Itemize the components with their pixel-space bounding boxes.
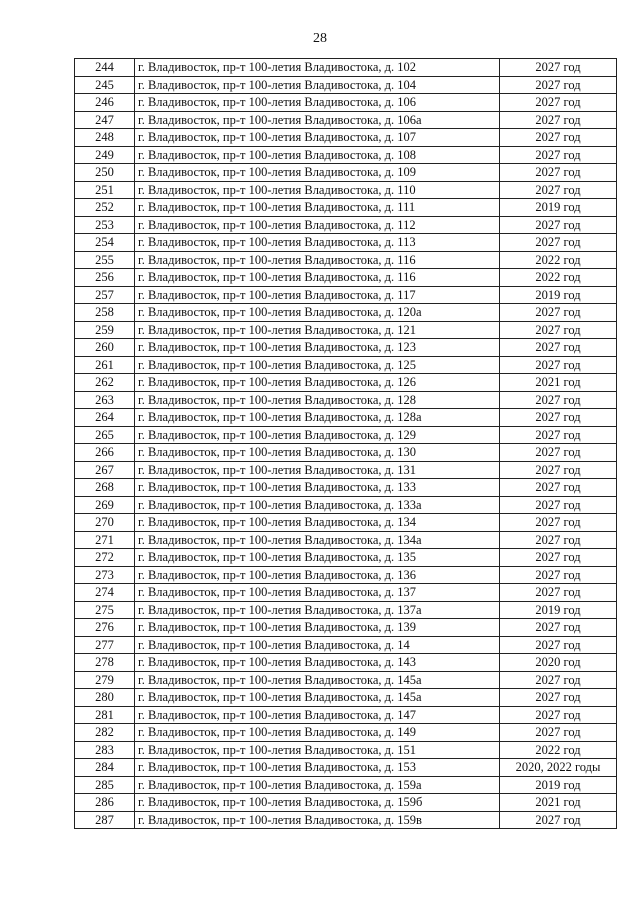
address-cell: г. Владивосток, пр-т 100-летия Владивостока, д. 14 xyxy=(135,636,500,654)
address-cell: г. Владивосток, пр-т 100-летия Владивостока, д. 159а xyxy=(135,776,500,794)
year-cell: 2021 год xyxy=(500,374,617,392)
row-number-cell: 276 xyxy=(75,619,135,637)
table-row xyxy=(75,671,617,689)
registry-table-body xyxy=(75,59,617,829)
year-cell: 2027 год xyxy=(500,811,617,829)
address-cell: г. Владивосток, пр-т 100-летия Владивостока, д. 117 xyxy=(135,286,500,304)
row-number-cell: 247 xyxy=(75,111,135,129)
row-number-cell: 287 xyxy=(75,811,135,829)
row-number-cell: 275 xyxy=(75,601,135,619)
row-number-cell: 286 xyxy=(75,794,135,812)
address-cell: г. Владивосток, пр-т 100-летия Владивостока, д. 120а xyxy=(135,304,500,322)
table-row xyxy=(75,76,617,94)
address-cell: г. Владивосток, пр-т 100-летия Владивостока, д. 111 xyxy=(135,199,500,217)
year-cell: 2027 год xyxy=(500,671,617,689)
row-number-cell: 283 xyxy=(75,741,135,759)
table-row xyxy=(75,409,617,427)
table-row xyxy=(75,321,617,339)
row-number-cell: 252 xyxy=(75,199,135,217)
year-cell: 2027 год xyxy=(500,356,617,374)
table-row xyxy=(75,479,617,497)
address-cell: г. Владивосток, пр-т 100-летия Владивостока, д. 147 xyxy=(135,706,500,724)
row-number-cell: 251 xyxy=(75,181,135,199)
row-number-cell: 257 xyxy=(75,286,135,304)
address-cell: г. Владивосток, пр-т 100-летия Владивостока, д. 139 xyxy=(135,619,500,637)
row-number-cell: 263 xyxy=(75,391,135,409)
row-number-cell: 281 xyxy=(75,706,135,724)
table-row xyxy=(75,199,617,217)
table-row xyxy=(75,724,617,742)
address-cell: г. Владивосток, пр-т 100-летия Владивостока, д. 113 xyxy=(135,234,500,252)
year-cell: 2027 год xyxy=(500,409,617,427)
row-number-cell: 248 xyxy=(75,129,135,147)
row-number-cell: 245 xyxy=(75,76,135,94)
address-cell: г. Владивосток, пр-т 100-летия Владивостока, д. 145а xyxy=(135,671,500,689)
year-cell: 2019 год xyxy=(500,286,617,304)
year-cell: 2027 год xyxy=(500,706,617,724)
address-cell: г. Владивосток, пр-т 100-летия Владивостока, д. 130 xyxy=(135,444,500,462)
row-number-cell: 268 xyxy=(75,479,135,497)
year-cell: 2020, 2022 годы xyxy=(500,759,617,777)
table-row xyxy=(75,461,617,479)
year-cell: 2027 год xyxy=(500,426,617,444)
page-number: 28 xyxy=(313,31,327,46)
row-number-cell: 269 xyxy=(75,496,135,514)
year-cell: 2027 год xyxy=(500,584,617,602)
table-row xyxy=(75,234,617,252)
year-cell: 2022 год xyxy=(500,251,617,269)
year-cell: 2027 год xyxy=(500,181,617,199)
table-row xyxy=(75,636,617,654)
row-number-cell: 285 xyxy=(75,776,135,794)
address-cell: г. Владивосток, пр-т 100-летия Владивостока, д. 106 xyxy=(135,94,500,112)
row-number-cell: 267 xyxy=(75,461,135,479)
table-row xyxy=(75,566,617,584)
table-row xyxy=(75,776,617,794)
row-number-cell: 253 xyxy=(75,216,135,234)
row-number-cell: 264 xyxy=(75,409,135,427)
address-cell: г. Владивосток, пр-т 100-летия Владивостока, д. 149 xyxy=(135,724,500,742)
table-row xyxy=(75,531,617,549)
year-cell: 2027 год xyxy=(500,444,617,462)
row-number-cell: 265 xyxy=(75,426,135,444)
table-row xyxy=(75,444,617,462)
address-cell: г. Владивосток, пр-т 100-летия Владивостока, д. 134 xyxy=(135,514,500,532)
table-row xyxy=(75,794,617,812)
year-cell: 2027 год xyxy=(500,164,617,182)
year-cell: 2027 год xyxy=(500,689,617,707)
year-cell: 2022 год xyxy=(500,741,617,759)
row-number-cell: 261 xyxy=(75,356,135,374)
row-number-cell: 280 xyxy=(75,689,135,707)
table-row xyxy=(75,269,617,287)
row-number-cell: 279 xyxy=(75,671,135,689)
year-cell: 2027 год xyxy=(500,549,617,567)
row-number-cell: 278 xyxy=(75,654,135,672)
table-row xyxy=(75,339,617,357)
row-number-cell: 249 xyxy=(75,146,135,164)
address-cell: г. Владивосток, пр-т 100-летия Владивостока, д. 107 xyxy=(135,129,500,147)
table-row xyxy=(75,94,617,112)
table-row xyxy=(75,146,617,164)
year-cell: 2027 год xyxy=(500,461,617,479)
row-number-cell: 271 xyxy=(75,531,135,549)
year-cell: 2027 год xyxy=(500,391,617,409)
address-cell: г. Владивосток, пр-т 100-летия Владивостока, д. 128 xyxy=(135,391,500,409)
address-cell: г. Владивосток, пр-т 100-летия Владивостока, д. 116 xyxy=(135,251,500,269)
year-cell: 2027 год xyxy=(500,339,617,357)
year-cell: 2027 год xyxy=(500,321,617,339)
address-cell: г. Владивосток, пр-т 100-летия Владивостока, д. 151 xyxy=(135,741,500,759)
address-cell: г. Владивосток, пр-т 100-летия Владивостока, д. 137 xyxy=(135,584,500,602)
table-row xyxy=(75,811,617,829)
row-number-cell: 255 xyxy=(75,251,135,269)
year-cell: 2022 год xyxy=(500,269,617,287)
year-cell: 2027 год xyxy=(500,111,617,129)
year-cell: 2027 год xyxy=(500,216,617,234)
year-cell: 2027 год xyxy=(500,129,617,147)
address-cell: г. Владивосток, пр-т 100-летия Владивостока, д. 108 xyxy=(135,146,500,164)
address-cell: г. Владивосток, пр-т 100-летия Владивостока, д. 159в xyxy=(135,811,500,829)
year-cell: 2027 год xyxy=(500,724,617,742)
year-cell: 2020 год xyxy=(500,654,617,672)
table-row xyxy=(75,251,617,269)
table-row xyxy=(75,111,617,129)
row-number-cell: 270 xyxy=(75,514,135,532)
year-cell: 2027 год xyxy=(500,59,617,77)
row-number-cell: 260 xyxy=(75,339,135,357)
address-cell: г. Владивосток, пр-т 100-летия Владивостока, д. 145а xyxy=(135,689,500,707)
address-cell: г. Владивосток, пр-т 100-летия Владивостока, д. 143 xyxy=(135,654,500,672)
year-cell: 2027 год xyxy=(500,619,617,637)
year-cell: 2027 год xyxy=(500,94,617,112)
row-number-cell: 258 xyxy=(75,304,135,322)
address-cell: г. Владивосток, пр-т 100-летия Владивостока, д. 133 xyxy=(135,479,500,497)
address-cell: г. Владивосток, пр-т 100-летия Владивостока, д. 110 xyxy=(135,181,500,199)
address-cell: г. Владивосток, пр-т 100-летия Владивостока, д. 126 xyxy=(135,374,500,392)
table-row xyxy=(75,549,617,567)
year-cell: 2019 год xyxy=(500,776,617,794)
address-cell: г. Владивосток, пр-т 100-летия Владивостока, д. 106а xyxy=(135,111,500,129)
table-row xyxy=(75,391,617,409)
row-number-cell: 262 xyxy=(75,374,135,392)
table-row xyxy=(75,689,617,707)
registry-table xyxy=(74,58,617,829)
year-cell: 2021 год xyxy=(500,794,617,812)
row-number-cell: 274 xyxy=(75,584,135,602)
address-cell: г. Владивосток, пр-т 100-летия Владивостока, д. 121 xyxy=(135,321,500,339)
table-row xyxy=(75,129,617,147)
address-cell: г. Владивосток, пр-т 100-летия Владивостока, д. 125 xyxy=(135,356,500,374)
row-number-cell: 250 xyxy=(75,164,135,182)
address-cell: г. Владивосток, пр-т 100-летия Владивостока, д. 123 xyxy=(135,339,500,357)
table-row xyxy=(75,741,617,759)
year-cell: 2027 год xyxy=(500,514,617,532)
table-row xyxy=(75,514,617,532)
year-cell: 2027 год xyxy=(500,531,617,549)
row-number-cell: 254 xyxy=(75,234,135,252)
address-cell: г. Владивосток, пр-т 100-летия Владивостока, д. 129 xyxy=(135,426,500,444)
table-row xyxy=(75,601,617,619)
address-cell: г. Владивосток, пр-т 100-летия Владивостока, д. 131 xyxy=(135,461,500,479)
row-number-cell: 246 xyxy=(75,94,135,112)
address-cell: г. Владивосток, пр-т 100-летия Владивостока, д. 116 xyxy=(135,269,500,287)
address-cell: г. Владивосток, пр-т 100-летия Владивостока, д. 159б xyxy=(135,794,500,812)
row-number-cell: 284 xyxy=(75,759,135,777)
table-row xyxy=(75,356,617,374)
address-cell: г. Владивосток, пр-т 100-летия Владивостока, д. 153 xyxy=(135,759,500,777)
year-cell: 2027 год xyxy=(500,636,617,654)
table-row xyxy=(75,164,617,182)
year-cell: 2027 год xyxy=(500,76,617,94)
year-cell: 2019 год xyxy=(500,199,617,217)
row-number-cell: 277 xyxy=(75,636,135,654)
table-row xyxy=(75,759,617,777)
table-row xyxy=(75,584,617,602)
row-number-cell: 273 xyxy=(75,566,135,584)
address-cell: г. Владивосток, пр-т 100-летия Владивостока, д. 128а xyxy=(135,409,500,427)
year-cell: 2027 год xyxy=(500,146,617,164)
row-number-cell: 244 xyxy=(75,59,135,77)
row-number-cell: 256 xyxy=(75,269,135,287)
address-cell: г. Владивосток, пр-т 100-летия Владивостока, д. 112 xyxy=(135,216,500,234)
table-row xyxy=(75,59,617,77)
year-cell: 2027 год xyxy=(500,304,617,322)
table-row xyxy=(75,619,617,637)
table-row xyxy=(75,286,617,304)
address-cell: г. Владивосток, пр-т 100-летия Владивостока, д. 134а xyxy=(135,531,500,549)
year-cell: 2027 год xyxy=(500,479,617,497)
table-row xyxy=(75,304,617,322)
year-cell: 2027 год xyxy=(500,496,617,514)
year-cell: 2019 год xyxy=(500,601,617,619)
row-number-cell: 266 xyxy=(75,444,135,462)
address-cell: г. Владивосток, пр-т 100-летия Владивостока, д. 136 xyxy=(135,566,500,584)
address-cell: г. Владивосток, пр-т 100-летия Владивостока, д. 137а xyxy=(135,601,500,619)
table-row xyxy=(75,706,617,724)
address-cell: г. Владивосток, пр-т 100-летия Владивостока, д. 104 xyxy=(135,76,500,94)
address-cell: г. Владивосток, пр-т 100-летия Владивостока, д. 133а xyxy=(135,496,500,514)
year-cell: 2027 год xyxy=(500,234,617,252)
row-number-cell: 282 xyxy=(75,724,135,742)
table-row xyxy=(75,654,617,672)
address-cell: г. Владивосток, пр-т 100-летия Владивостока, д. 135 xyxy=(135,549,500,567)
address-cell: г. Владивосток, пр-т 100-летия Владивостока, д. 102 xyxy=(135,59,500,77)
table-row xyxy=(75,181,617,199)
table-row xyxy=(75,496,617,514)
table-row xyxy=(75,374,617,392)
address-cell: г. Владивосток, пр-т 100-летия Владивостока, д. 109 xyxy=(135,164,500,182)
table-row xyxy=(75,426,617,444)
row-number-cell: 259 xyxy=(75,321,135,339)
year-cell: 2027 год xyxy=(500,566,617,584)
table-row xyxy=(75,216,617,234)
row-number-cell: 272 xyxy=(75,549,135,567)
